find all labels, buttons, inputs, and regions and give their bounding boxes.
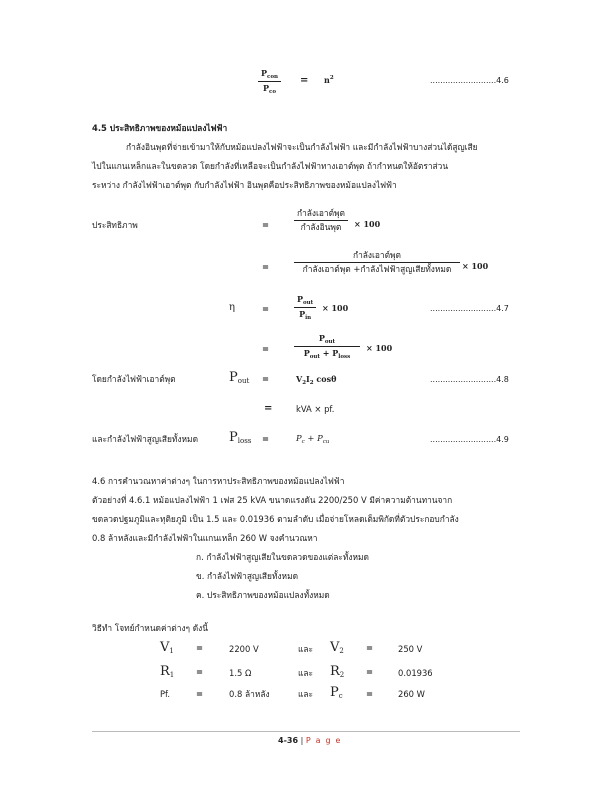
ploss-rhs: $P_c + P_{cu}$	[296, 433, 330, 445]
given-row3-dash1: =	[196, 689, 204, 699]
footer-rule	[92, 731, 520, 732]
eff-row2-den: กำลังเอาต์พุต +กำลังไฟฟ้าสูญเสียทั้งหมด	[302, 264, 452, 274]
eff-row2-fraction	[294, 250, 460, 275]
efficiency-label: ประสิทธิภาพ	[92, 220, 138, 230]
given-row2-dash1: =	[196, 667, 204, 677]
given-row1-dash2: =	[366, 643, 374, 653]
given-row3-var1: Pf.	[160, 689, 171, 699]
eq48-ref: ..........................4.8	[430, 375, 509, 384]
given-row2-and: และ	[298, 668, 314, 678]
eq46-num-sub: con	[267, 74, 279, 80]
task-item-a: ก. กำลังไฟฟ้าสูญเสียในขดลวดของแต่ละทั้งหมด	[196, 552, 369, 562]
eq47-ref: ..........................4.7	[430, 304, 509, 313]
example-line3: 0.8 ล้าหลังและมีกำลังไฟฟ้าในแกนเหล็ก 260 W จงคำนวณหา	[92, 533, 318, 543]
eff-row1-fraction	[294, 208, 348, 233]
section-45-para-line2: ไปในแกนเหล็กและในขดลวด โดยกำลังที่เหลือจะเป็นกำลังไฟฟ้าทางเอาต์พุต ถ้ากำหนดให้อัตราส่วน	[92, 161, 449, 171]
eff-row2-times: × 100	[462, 261, 489, 271]
pout-symbol: $P_{out}$	[229, 370, 250, 385]
given-row3-val1: 0.8 ล้าหลัง	[229, 689, 270, 699]
given-row1-var1: $V_1$	[160, 640, 174, 655]
pout-label: โดยกำลังไฟฟ้าเอาต์พุต	[92, 374, 176, 384]
eq46-num: P	[261, 68, 268, 78]
page-separator: |	[300, 736, 304, 745]
given-row3-var2: $P_c$	[330, 685, 343, 700]
eff-row4-fraction: $P_{out}$ $P_{out} + P_{loss}$	[294, 333, 360, 360]
eff-row3-dash: =	[262, 304, 270, 314]
eff-row3-fraction: $P_{out}$ $P_{in}$	[294, 294, 316, 321]
pout-dash: =	[262, 374, 270, 384]
eta-symbol: η	[229, 302, 235, 313]
given-row2-var2: $R_2$	[330, 664, 345, 679]
given-row3-val2: 260 W	[398, 689, 425, 699]
section-45-para-line3: ระหว่าง กำลังไฟฟ้าเอาต์พุต กับกำลังไฟฟ้า อินพุตคือประสิทธิภาพของหม้อแปลงไฟฟ้า	[92, 180, 397, 190]
given-row1-var2: $V_2$	[330, 640, 344, 655]
example-line2: ขดลวดปฐมภูมิและทุติยภูมิ เป็น 1.5 และ 0.01936 ตามลำดับ เมื่อจ่ายโหลดเต็มพิกัดที่ตัวประกอบกำลัง	[92, 514, 459, 524]
eff-row1-den: กำลังอินพุต	[300, 222, 342, 232]
given-row2-dash2: =	[366, 667, 374, 677]
given-row3-and: และ	[298, 689, 314, 699]
eff-row2-dash: =	[262, 262, 270, 272]
eff-row4-dash: =	[262, 344, 270, 354]
eq46-fraction	[258, 68, 281, 95]
eq49-ref: ..........................4.9	[430, 435, 509, 444]
page-footer	[278, 736, 342, 745]
ploss-label: และกำลังไฟฟ้าสูญเสียทั้งหมด	[92, 434, 199, 444]
pout2-rhs: kVA × pf.	[296, 404, 335, 414]
given-row2-val2: 0.01936	[398, 668, 433, 678]
given-row1-and: และ	[298, 644, 314, 654]
task-item-c: ค. ประสิทธิภาพของหม้อแปลงทั้งหมด	[196, 590, 330, 600]
given-row3-dash2: =	[366, 689, 374, 699]
eff-row1-num: กำลังเอาต์พุต	[294, 208, 348, 221]
eq46-den: P	[263, 83, 270, 93]
given-row2-val1: 1.5 Ω	[229, 668, 252, 678]
pout-rhs: $V_2I_2$ cosθ	[296, 374, 337, 386]
eff-row1-dash: =	[262, 220, 270, 230]
eq46-rhs: $n^2$	[324, 75, 334, 85]
section-46-heading: 4.6 การคำนวณหาค่าต่างๆ ในการหาประสิทธิภาพของหม้อแปลงไฟฟ้า	[92, 476, 345, 486]
given-row2-var1: $R_1$	[160, 664, 175, 679]
page-word: P a g e	[305, 736, 342, 745]
eq46-den-sub: co	[269, 89, 277, 95]
pout2-equals: =	[264, 403, 273, 414]
given-row1-val1: 2200 V	[229, 644, 259, 654]
eff-row3-times: × 100	[322, 303, 349, 313]
section-45-para-line1: กำลังอินพุตที่จ่ายเข้ามาให้กับหม้อแปลงไฟฟ้าจะเป็นกำลังไฟฟ้า และมีกำลังไฟฟ้าบางส่วนได้สูญเสีย	[126, 142, 478, 152]
eff-row4-times: × 100	[366, 343, 393, 353]
given-row1-val2: 250 V	[398, 644, 423, 654]
eff-row2-num: กำลังเอาต์พุต	[294, 250, 460, 263]
section-45-heading: 4.5 ประสิทธิภาพของหม้อแปลงไฟฟ้า	[92, 123, 228, 133]
ploss-symbol: $P_{loss}$	[229, 430, 252, 445]
page-number: 4-36	[278, 736, 299, 745]
eq46-ref: ..........................4.6	[430, 76, 509, 85]
eff-row1-times: × 100	[354, 219, 381, 229]
ploss-dash: =	[262, 434, 270, 444]
example-line1: ตัวอย่างที่ 4.6.1 หม้อแปลงไฟฟ้า 1 เฟส 25 kVA ขนาดแรงดัน 2200/250 V มีค่าความต้านทานจาก	[92, 495, 453, 505]
given-row1-dash1: =	[196, 643, 204, 653]
task-item-b: ข. กำลังไฟฟ้าสูญเสียทั้งหมด	[196, 571, 299, 581]
eq46-equals: =	[300, 75, 309, 86]
solution-intro: วิธีทำ โจทย์กำหนดค่าต่างๆ ดังนี้	[92, 623, 208, 633]
